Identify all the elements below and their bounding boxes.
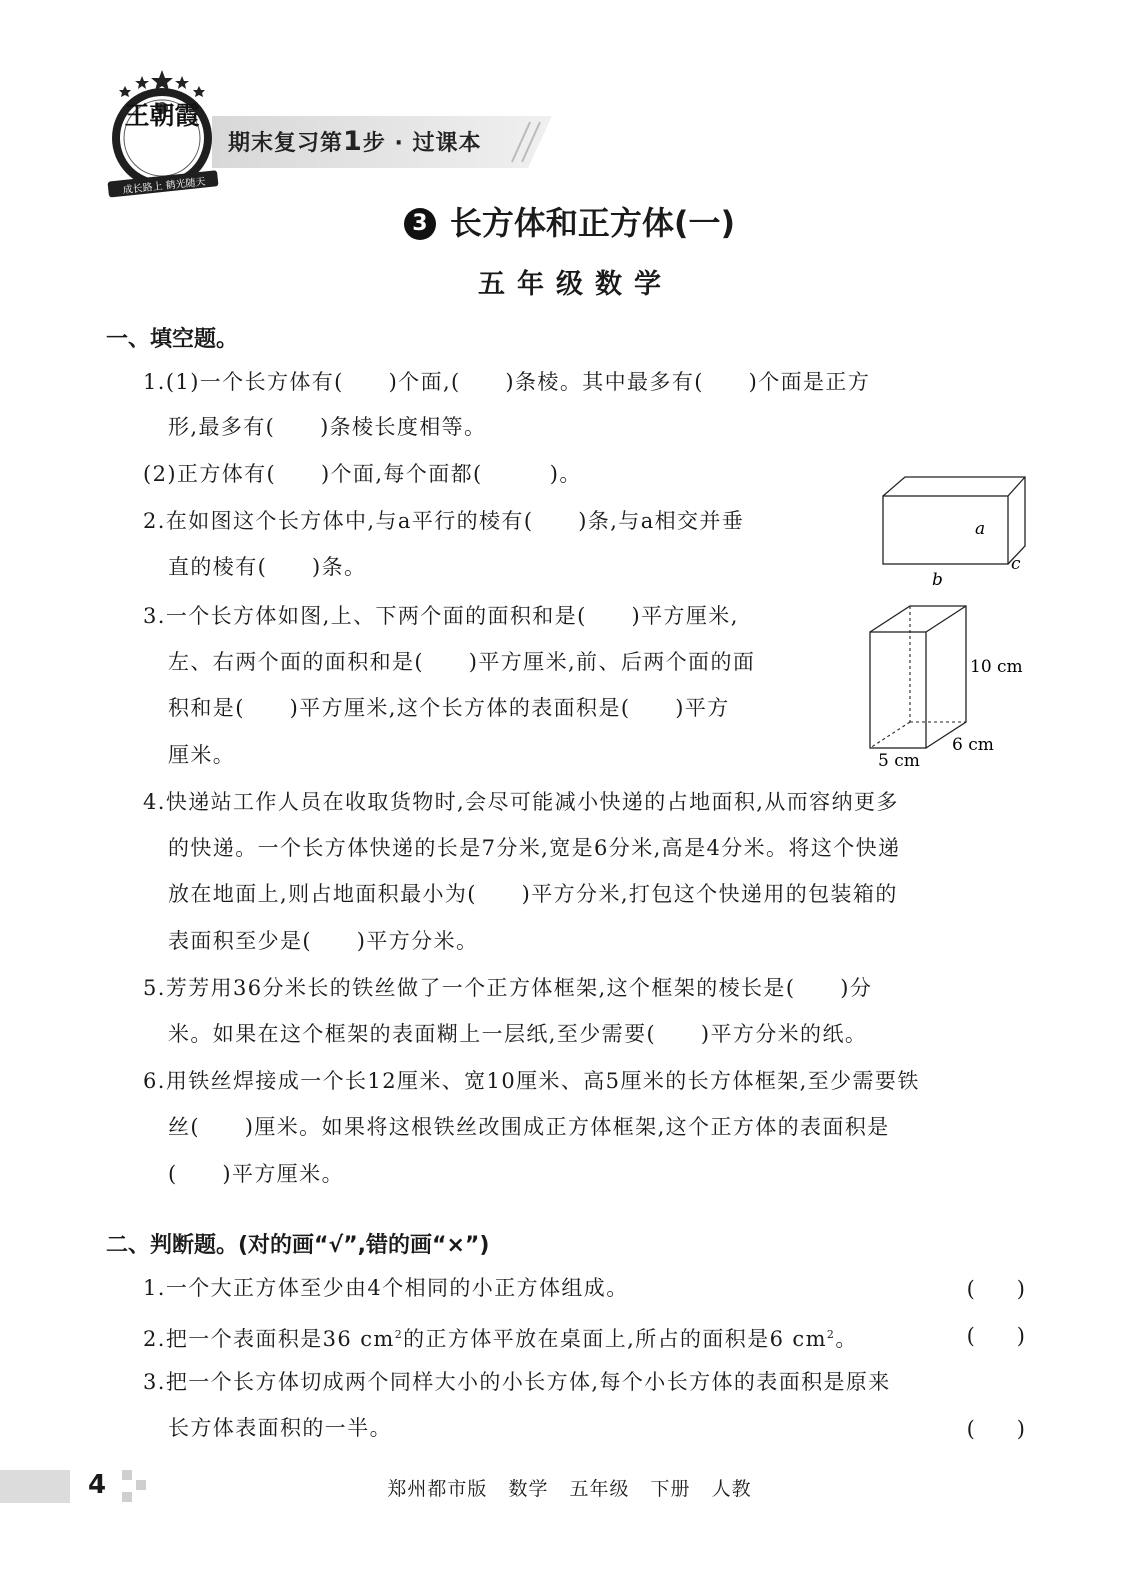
question-line: ( )平方厘米。 <box>168 1162 344 1186</box>
question-line: 积和是( )平方厘米,这个长方体的表面积是( )平方 <box>168 696 730 720</box>
section-heading-true-false: 二、判断题。(对的画“√”,错的画“×”) <box>106 1233 490 1258</box>
page-subtitle: 五年级数学 <box>478 269 673 300</box>
page-number: 4 <box>88 1470 107 1500</box>
answer-parentheses: ( ) <box>966 1417 1025 1441</box>
question-line: 丝( )厘米。如果将这根铁丝改围成正方体框架,这个正方体的表面积是 <box>168 1115 890 1139</box>
question-line: 厘米。 <box>168 743 236 767</box>
question-line: 放在地面上,则占地面积最小为( )平方分米,打包这个快递用的包装箱的 <box>168 882 898 906</box>
cuboid-figure-abc <box>878 474 1038 594</box>
question-line: 6.用铁丝焊接成一个长12厘米、宽10厘米、高5厘米的长方体框架,至少需要铁 <box>143 1069 920 1093</box>
label-length: 5 cm <box>878 751 920 771</box>
judge-question-3-cont: 长方体表面积的一半。 <box>168 1416 392 1440</box>
answer-parentheses: ( ) <box>966 1277 1025 1301</box>
unit-number-badge: 3 <box>404 208 436 240</box>
cuboid-figure-dimensions <box>862 602 1038 774</box>
label-height: 10 cm <box>970 657 1023 677</box>
banner-text: 期末复习第1步 · 过课本 <box>228 126 482 157</box>
judge-question-2: 2.把一个表面积是36 $cm^2$的正方体平放在桌面上,所占的面积是6 $cm^2$。 <box>143 1327 858 1351</box>
question-line: (2)正方体有( )个面,每个面都( )。 <box>143 462 582 486</box>
label-c: c <box>1011 554 1021 574</box>
question-line: 形,最多有( )条棱长度相等。 <box>168 415 487 439</box>
question-line: 1.(1)一个长方体有( )个面,( )条棱。其中最多有( )个面是正方 <box>143 370 871 394</box>
footer-edition: 郑州都市版 数学 五年级 下册 人教 <box>387 1478 752 1500</box>
question-line: 4.快递站工作人员在收取货物时,会尽可能减小快递的占地面积,从而容纳更多 <box>143 790 899 814</box>
question-line: 的快递。一个长方体快递的长是7分米,宽是6分米,高是4分米。将这个快递 <box>168 836 901 860</box>
question-line: 3.一个长方体如图,上、下两个面的面积和是( )平方厘米, <box>143 604 739 628</box>
judge-question-3: 3.把一个长方体切成两个同样大小的小长方体,每个小长方体的表面积是原来 <box>143 1370 891 1394</box>
label-b: b <box>932 570 943 590</box>
question-line: 左、右两个面的面积和是( )平方厘米,前、后两个面的面 <box>168 650 756 674</box>
page-title: 3 长方体和正方体(一) <box>0 198 1139 244</box>
logo-brand-text: 王朝霞 <box>124 101 200 130</box>
question-line: 表面积至少是( )平方分米。 <box>168 929 479 953</box>
question-line: 2.在如图这个长方体中,与a平行的棱有( )条,与a相交并垂 <box>143 509 745 533</box>
label-a: a <box>975 519 986 539</box>
question-line: 5.芳芳用36分米长的铁丝做了一个正方体框架,这个框架的棱长是( )分 <box>143 976 873 1000</box>
question-line: 米。如果在这个框架的表面糊上一层纸,至少需要( )平方分米的纸。 <box>168 1022 868 1046</box>
question-line: 直的棱有( )条。 <box>168 555 367 579</box>
section-heading-fill-blank: 一、填空题。 <box>106 327 239 352</box>
judge-question-1: 1.一个大正方体至少由4个相同的小正方体组成。 <box>143 1276 629 1300</box>
label-width: 6 cm <box>952 735 994 755</box>
logo-slogan: 成长路上 鹤光随天 <box>122 176 207 197</box>
answer-parentheses: ( ) <box>966 1324 1025 1348</box>
